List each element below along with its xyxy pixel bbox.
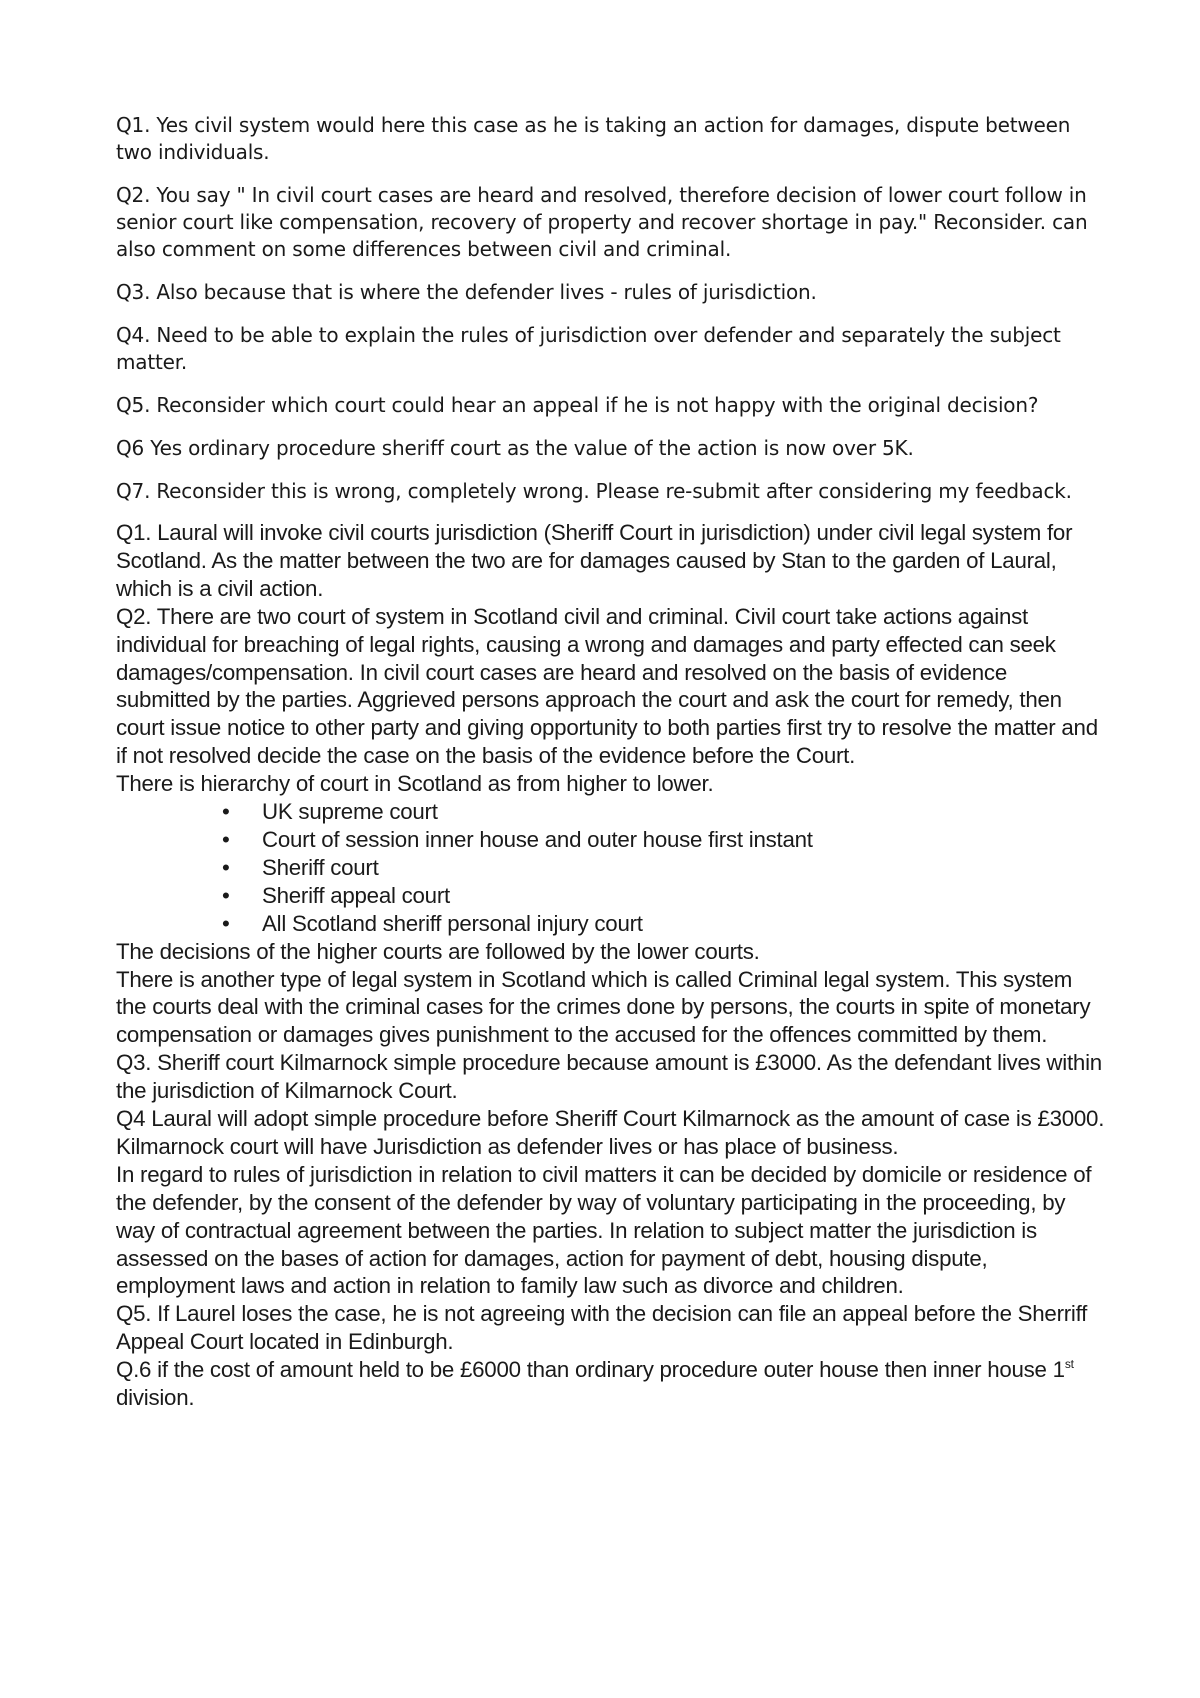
answer-q6 — [116, 1356, 1106, 1412]
feedback-q3: Q3. Also because that is where the defender lives - rules of jurisdiction. — [116, 280, 817, 304]
feedback-q1: Q1. Yes civil system would here this case as he is taking an action for damages, dispute between two individuals. — [116, 113, 1071, 164]
bullet-icon: • — [222, 910, 230, 936]
feedback-section — [116, 112, 1106, 505]
decisions-paragraph: The decisions of the higher courts are followed by the lower courts. — [116, 938, 760, 964]
feedback-q7: Q7. Reconsider this is wrong, completely wrong. Please re-submit after considering my feedback. — [116, 479, 1072, 503]
answer-q4: Q4 Laural will adopt simple procedure before Sheriff Court Kilmarnock as the amount of case is £3000. Kilmarnock court will have Jurisdiction as defender lives or has place of business. — [116, 1106, 1105, 1159]
answer-q6-main: Q.6 if the cost of amount held to be £6000 than ordinary procedure outer house then inner house 1 — [116, 1357, 1065, 1383]
feedback-q2: Q2. You say " In civil court cases are heard and resolved, therefore decision of lower court follow in senior court like compensation, recovery of property and recover shortage in pay." Reconsider. can also comment on some differences between civil and criminal. — [116, 183, 1088, 261]
feedback-q6: Q6 Yes ordinary procedure sheriff court as the value of the action is now over 5K. — [116, 436, 914, 460]
answer-q6-end: division. — [116, 1385, 195, 1411]
list-item — [116, 882, 1106, 910]
answers-section — [116, 519, 1106, 1412]
list-item — [116, 910, 1106, 938]
bullet-icon: • — [222, 826, 230, 852]
answer-q2: Q2. There are two court of system in Scotland civil and criminal. Civil court take actions against individual for breaching of legal rights, causing a wrong and damages and party effected can seek damages/compensation. In civil court cases are heard and resolved on the basis of evidence submitted by the parties. Aggrieved persons approach the court and ask the court for remedy, then court issue notice to other party and giving opportunity to both parties first try to resolve the matter and if not resolved decide the case on the basis of the evidence before the Court. — [116, 603, 1098, 769]
list-item — [116, 798, 1106, 826]
list-item-text: Court of session inner house and outer house first instant — [262, 826, 813, 852]
answer-q3: Q3. Sheriff court Kilmarnock simple procedure because amount is £3000. As the defendant lives within the jurisdiction of Kilmarnock Court. — [116, 1050, 1102, 1104]
list-item-text: Sheriff court — [262, 854, 379, 880]
court-hierarchy-list — [116, 798, 1106, 938]
document-page — [116, 112, 1106, 1412]
list-item-text: All Scotland sheriff personal injury court — [262, 910, 643, 936]
list-item — [116, 854, 1106, 882]
answer-q1: Q1. Laural will invoke civil courts jurisdiction (Sheriff Court in jurisdiction) under civil legal system for Scotland. As the matter between the two are for damages caused by Stan to the garden of Laural, which is a civil action. — [116, 520, 1073, 601]
hierarchy-intro: There is hierarchy of court in Scotland as from higher to lower. — [116, 771, 714, 797]
answer-q6-superscript: st — [1064, 1357, 1074, 1372]
feedback-q4: Q4. Need to be able to explain the rules of jurisdiction over defender and separately the subject matter. — [116, 323, 1061, 374]
bullet-icon: • — [222, 854, 230, 880]
feedback-q5: Q5. Reconsider which court could hear an appeal if he is not happy with the original decision? — [116, 393, 1039, 417]
jurisdiction-paragraph: In regard to rules of jurisdiction in relation to civil matters it can be decided by domicile or residence of the defender, by the consent of the defender by way of voluntary participating in the proceeding, by way of contractual agreement between the parties. In relation to subject matter the jurisdiction is assessed on the bases of action for damages, action for payment of debt, housing dispute, employment laws and action in relation to family law such as divorce and children. — [116, 1161, 1092, 1299]
bullet-icon: • — [222, 882, 230, 908]
answer-q5: Q5. If Laurel loses the case, he is not agreeing with the decision can file an appeal before the Sherriff Appeal Court located in Edinburgh. — [116, 1301, 1088, 1355]
bullet-icon: • — [222, 799, 230, 825]
list-item-text: UK supreme court — [262, 799, 438, 825]
criminal-system-paragraph: There is another type of legal system in Scotland which is called Criminal legal system. This system the courts deal with the criminal cases for the crimes done by persons, the courts in spite of monetary compensation or damages gives punishment to the accused for the offences committed by them. — [116, 966, 1091, 1048]
list-item — [116, 826, 1106, 854]
list-item-text: Sheriff appeal court — [262, 882, 450, 908]
